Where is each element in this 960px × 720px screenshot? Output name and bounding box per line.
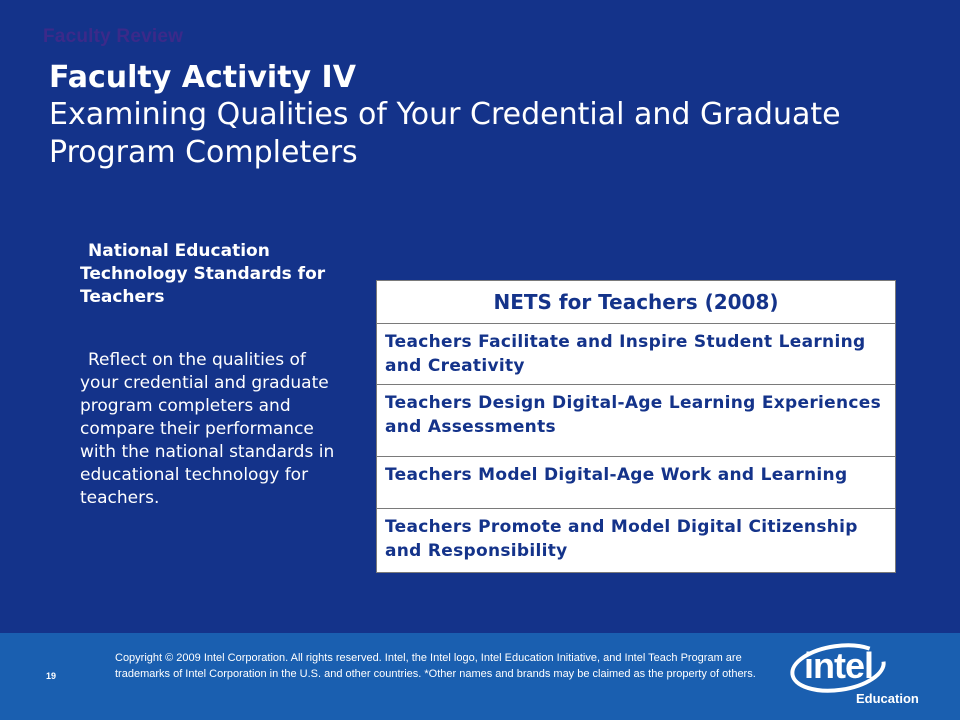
copyright-text: Copyright © 2009 Intel Corporation. All rights reserved. Intel, the Intel logo, Intel Education Initiative, and Intel Teach Program are trademarks of Intel Corporation in the U.S. and other countries. *Other names and brands may be claimed as the property of others. xyxy=(115,652,756,680)
header-label: Faculty Review xyxy=(43,26,184,47)
intel-education-logo xyxy=(786,635,926,719)
nets-table-row: Teachers Promote and Model Digital Citizenship and Responsibility xyxy=(385,517,858,561)
nets-table-row: Teachers Facilitate and Inspire Student Learning and Creativity xyxy=(377,324,895,385)
title-block xyxy=(49,60,929,172)
education-logo-text: Education xyxy=(856,691,919,706)
nets-table-row: Teachers Model Digital-Age Work and Learning xyxy=(377,457,895,509)
standards-heading: National Education Technology Standards for Teachers xyxy=(80,241,326,307)
intel-logo-word: intel xyxy=(804,645,874,686)
page-title: Faculty Activity IV xyxy=(49,60,356,95)
nets-table xyxy=(376,280,896,573)
reflection-text: Reflect on the qualities of your credential and graduate program completers and compare their performance with the national standards in educational technology for teachers. xyxy=(80,350,335,508)
left-column xyxy=(80,240,345,510)
footer-bar xyxy=(0,633,960,720)
nets-table-row: Teachers Design Digital-Age Learning Experiences and Assessments xyxy=(377,385,895,457)
page-number: 19 xyxy=(46,671,57,681)
page-subtitle: Examining Qualities of Your Credential and Graduate Program Completers xyxy=(49,97,841,170)
nets-table-header: NETS for Teachers (2008) xyxy=(377,281,895,324)
